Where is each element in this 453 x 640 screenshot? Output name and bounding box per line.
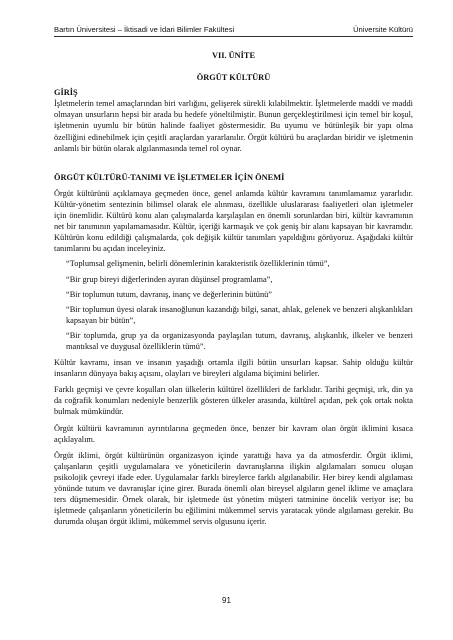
header-course-title: Üniversite Kültürü	[353, 25, 413, 34]
unit-title: VII. ÜNİTE	[211, 51, 256, 60]
body-paragraph: Farklı geçmişi ve çevre koşulları olan ülkelerin kültürel özellikleri de farklıdır. Tarihi geçmişi, ırk, din ya da coğrafik konumları nedeniyle benzerlik gösteren ülkeler arasında, kültürel açıdan, pek çok ortak nokta bulmak mümkündür.	[54, 385, 413, 417]
intro-heading: GİRİŞ	[54, 88, 78, 98]
header-institution: Bartın Üniversitesi – İktisadi ve İdari Bilimler Fakültesi	[54, 25, 235, 34]
definition-quote: “Bir grup bireyi diğerlerinden ayıran düşünsel programlama”,	[66, 274, 273, 284]
definition-quote: “Bir toplumda, grup ya da organizasyonda paylaşılan tutum, davranış, alışkanlık, ilkeler ve benzeri mantıksal ve duygusal özelliklerin tümü”.	[66, 330, 413, 351]
definition-quote: “Bir toplumun tutum, davranış, inanç ve değerlerinin bütünü”	[66, 289, 272, 299]
body-paragraph: Kültür kavramı, insan ve insanın yaşadığı ortamla ilgili bütün unsurları kapsar. Sahip olduğu kültür insanların dünyaya bakış açısını, olayları ve bireyleri algılama biçimini belirler.	[54, 358, 413, 379]
definition-quote: “Toplumsal gelişmenin, belirli dönemlerinin karakteristik özelliklerinin tümü”,	[66, 259, 330, 269]
section-paragraph: Örgüt kültürünü açıklamaya geçmeden önce, genel anlamda kültür kavramını tanımlamamız yararlıdır. Kültür-yönetim sentezinin bilimsel olarak ele alınması, özellikle uluslararası faaliyetleri olan işletmeler için önemlidir. Kültürü konu alan çalışmalarda karşılaşılan en önemli sorunlardan biri, kültür kavramının net bir tanımının yapılamamasıdır. Kültür, içeriği karmaşık ve çok geniş bir alanı kapsayan bir kavramdır. Kültürün konu edildiği çalışmalarda, çok değişik kültür tanımları yapıldığını görüyoruz. Aşağıdaki kültür tanımlarını bu açıdan inceleyiniz.	[54, 188, 413, 254]
running-header	[54, 22, 413, 37]
section-heading: ÖRGÜT KÜLTÜRÜ-TANIMI VE İŞLETMELER İÇİN ÖNEMİ	[54, 172, 285, 182]
intro-paragraph: İşletmelerin temel amaçlarından biri varlığını, gelişerek sürekli kılabilmektir. İşletmelerde maddi ve maddi olmayan unsurların hepsi bir arada bu hedefe yöneltilmiştir. Bunun gerçekleştirilmesi için temel bir koşul, işletmenin uyumlu bir bütün halinde faaliyet göstermesidir. Bu uyumu ve bütünleşik bir yapı olma özelliğini edinebilmek için çeşitli araçlardan yararlanılır. Örgüt kültürü bu araçlardan biridir ve işletmenin anlamlı bir bütün olarak algılanmasında temel rol oynar.	[54, 99, 413, 153]
body-paragraph: Örgüt kültürü kavramının ayrıntılarına geçmeden önce, benzer bir kavram olan örgüt iklimini kısaca açıklayalım.	[54, 423, 413, 444]
page-body	[54, 50, 413, 527]
chapter-title: ÖRGÜT KÜLTÜRÜ	[196, 73, 271, 83]
body-paragraph: Örgüt iklimi, örgüt kültürünün organizasyon içinde yarattığı hava ya da atmosferdir. Örgüt iklimi, çalışanların çeşitli uygulamalara ve yöneticilerin davranışlarına ilişkin algılamaları sonucu oluşan psikolojik çevreyi ifade eder. Uygulamalar farklı bireylerce farklı algılanabilir. Her birey kendi algılaması yönünde tutum ve davranışlar içine girer. Burada önemli olan bireysel algıların genel iklime ve amaçlara ters düşmemesidir. Örnek olarak, bir işletmede üst yönetim müşteri tatminine öncelik veriyor ise; bu işletmede çalışanların yöneticilerin bu eğilimini mükemmel servis yaratacak yönde algılaması gerekir. Bu durumda oluşan örgüt iklimi, mükemmel servis olgusunu içerir.	[54, 450, 413, 527]
definition-quote: “Bir toplumun üyesi olarak insanoğlunun kazandığı bilgi, sanat, ahlak, gelenek ve benzeri alışkanlıkları kapsayan bir bütün”,	[66, 304, 413, 325]
page-number: 91	[222, 596, 231, 605]
